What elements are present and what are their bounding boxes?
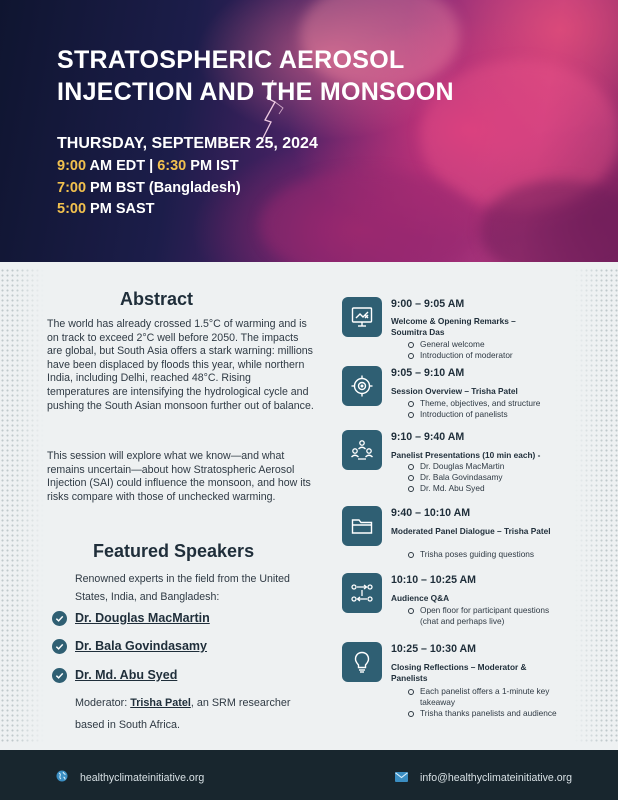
speaker-item (52, 636, 207, 656)
time-bst (57, 178, 241, 198)
agenda-time: 9:40 – 10:10 AM (391, 507, 471, 519)
moderator-prefix: Moderator: (75, 697, 131, 709)
event-title-line1: STRATOSPHERIC AEROSOL (57, 46, 405, 74)
time-sast (57, 199, 155, 219)
agenda-bullet: Each panelist offers a 1-minute key takeaway (408, 686, 568, 708)
abstract-paragraph-1: The world has already crossed 1.5°C of warming and is on track to exceed 2°C well before 2050. The impacts are global, but South Asia offers a stark warning: millions have been displaced by floods this year, while northern India, including Delhi, reached 48°C. Rising temperatures are intensifying the hydrological cycle and pushing the South Asian monsoon further out of balance. (47, 318, 314, 412)
footer-email[interactable] (395, 769, 572, 787)
folder-icon (342, 506, 382, 546)
agenda-bullet: Dr. Bala Govindasamy (408, 472, 568, 483)
time-edt-ist (57, 156, 239, 176)
agenda-time: 10:10 – 10:25 AM (391, 574, 476, 586)
moderator-info (75, 692, 295, 736)
speaker-item (52, 665, 177, 685)
agenda-items (408, 461, 568, 493)
abstract-paragraph-2: This session will explore what we know—and what remains uncertain—about how Stratospheric Aerosol Injection (SAI) could influence the monsoon, and how its risks compare with those of unchecked warming. (47, 450, 311, 503)
speakers-heading: Featured Speakers (93, 541, 255, 561)
agenda-bullet: Introduction of moderator (408, 350, 568, 361)
agenda-items (408, 398, 568, 420)
moderator-suffix: , an SRM researcher based in South Africa. (75, 697, 291, 731)
abstract-heading: Abstract (120, 289, 194, 309)
agenda-title: Audience Q&A (391, 593, 450, 603)
email-link[interactable]: info@healthyclimateinitiative.org (420, 772, 573, 784)
event-date: THURSDAY, SEPTEMBER 25, 2024 (57, 135, 318, 152)
time-ist-label: PM IST (186, 158, 239, 174)
agenda-bullet: Dr. Douglas MacMartin (408, 461, 568, 472)
panel-people-icon (342, 430, 382, 470)
time-bst-value: 7:00 (57, 180, 87, 196)
dot-pattern-right (574, 268, 618, 744)
agenda-items (408, 549, 568, 560)
agenda-bullet: Trisha poses guiding questions (408, 549, 568, 560)
agenda-items (408, 339, 568, 361)
globe-icon (56, 769, 68, 787)
mail-icon (395, 769, 408, 787)
check-icon (52, 639, 67, 654)
event-title (57, 44, 557, 108)
agenda-title: Session Overview – Trisha Patel (391, 386, 518, 396)
agenda-bullet: Introduction of panelists (408, 409, 568, 420)
speaker-item (52, 608, 210, 628)
speaker-name-link[interactable]: Dr. Bala Govindasamy (75, 639, 208, 653)
check-icon (52, 668, 67, 683)
agenda-items (408, 686, 568, 718)
speaker-name-link[interactable]: Dr. Douglas MacMartin (75, 611, 210, 625)
lightbulb-icon (342, 642, 382, 682)
agenda-time: 9:10 – 9:40 AM (391, 431, 465, 443)
flow-diagram-icon (342, 573, 382, 613)
agenda-time: 10:25 – 10:30 AM (391, 643, 476, 655)
agenda-bullet: Open floor for participant questions (chat and perhaps live) (408, 605, 568, 627)
agenda-title: Welcome & Opening Remarks – Soumitra Das (391, 316, 516, 337)
time-bst-label: PM BST (Bangladesh) (86, 180, 241, 196)
presentation-board-icon (342, 297, 382, 337)
speaker-name-link[interactable]: Dr. Md. Abu Syed (75, 668, 178, 682)
footer-website[interactable] (56, 769, 204, 787)
target-icon (342, 366, 382, 406)
agenda-bullet: Theme, objectives, and structure (408, 398, 568, 409)
agenda-title: Closing Reflections – Moderator & Panelists (391, 662, 527, 683)
hero-banner (0, 0, 618, 262)
website-link[interactable]: healthyclimateinitiative.org (80, 772, 205, 784)
speakers-intro: Renowned experts in the field from the United States, India, and Bangladesh: (75, 573, 290, 603)
time-edt-label: AM EDT | (86, 158, 158, 174)
agenda-bullet: Trisha thanks panelists and audience (408, 708, 568, 719)
agenda-time: 9:05 – 9:10 AM (391, 367, 465, 379)
agenda-bullet: Dr. Md. Abu Syed (408, 483, 568, 494)
dot-pattern-left (0, 268, 44, 744)
moderator-name-link[interactable]: Trisha Patel (130, 697, 191, 709)
time-sast-value: 5:00 (57, 201, 87, 217)
agenda-time: 9:00 – 9:05 AM (391, 298, 465, 310)
time-edt-value: 9:00 (57, 158, 87, 174)
time-sast-label: PM SAST (86, 201, 155, 217)
event-title-line2: INJECTION AND THE MONSOON (57, 78, 454, 106)
check-icon (52, 611, 67, 626)
agenda-items (408, 605, 568, 627)
agenda-title: Panelist Presentations (10 min each) - (391, 450, 541, 460)
agenda-bullet: General welcome (408, 339, 568, 350)
footer (0, 750, 618, 800)
agenda-title: Moderated Panel Dialogue – Trisha Patel (391, 526, 551, 536)
time-ist-value: 6:30 (157, 158, 187, 174)
